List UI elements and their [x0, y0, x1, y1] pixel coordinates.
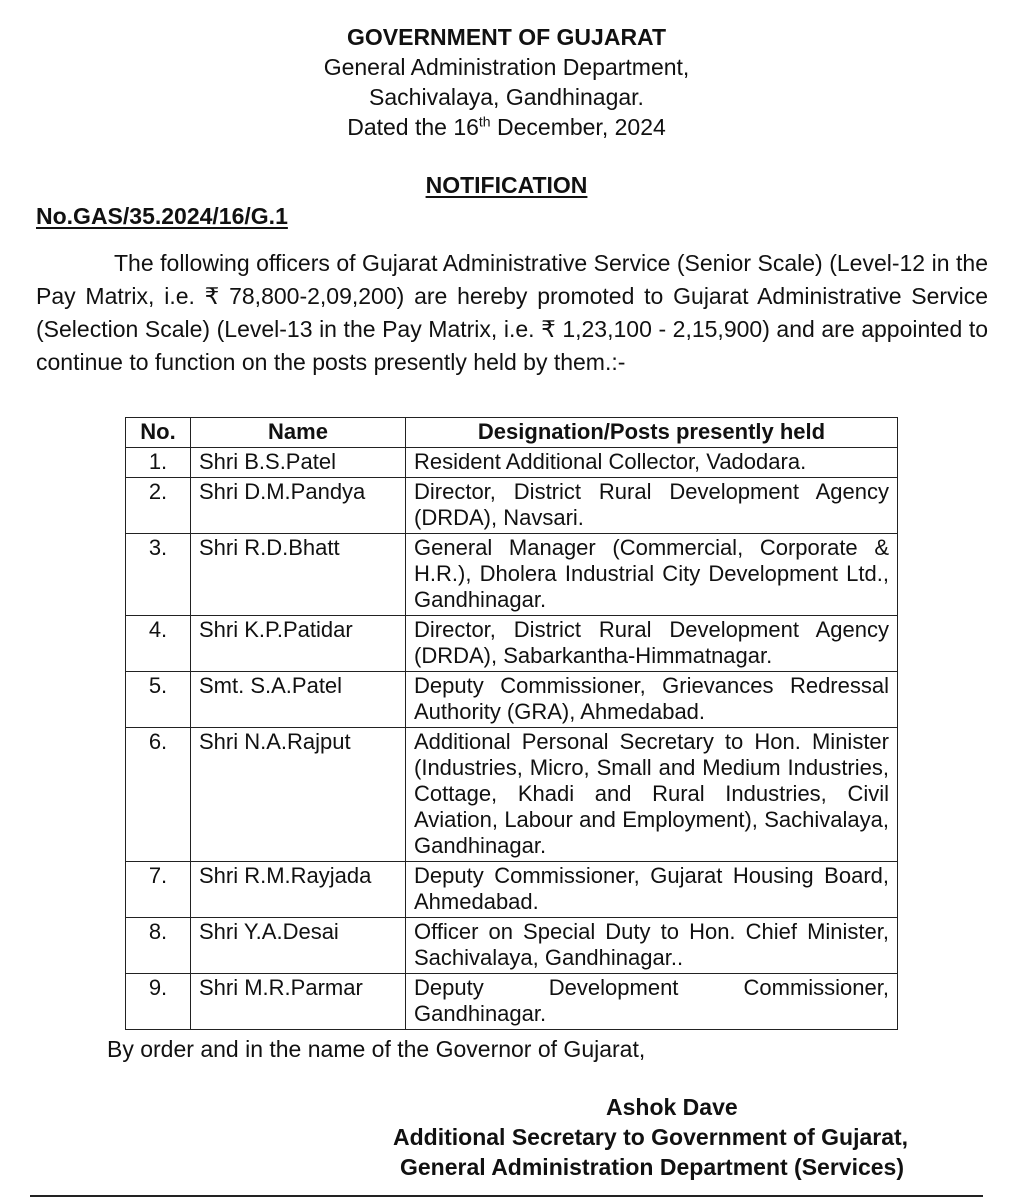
row-name: Shri N.A.Rajput	[191, 728, 406, 862]
table-row	[126, 616, 898, 672]
row-no: 1.	[126, 448, 191, 478]
row-no: 8.	[126, 918, 191, 974]
header-designation: Designation/Posts presently held	[406, 418, 898, 448]
signatory-name: Ashok Dave	[606, 1094, 738, 1120]
header-no: No.	[126, 418, 191, 448]
table-row	[126, 728, 898, 862]
row-no: 6.	[126, 728, 191, 862]
signatory-department: General Administration Department (Services)	[400, 1154, 905, 1180]
date-line	[0, 112, 1013, 142]
header-name: Name	[191, 418, 406, 448]
row-no: 5.	[126, 672, 191, 728]
department-heading: General Administration Department,	[323, 54, 690, 80]
date-prefix: Dated the 16	[347, 114, 479, 140]
row-no: 4.	[126, 616, 191, 672]
row-designation: Resident Additional Collector, Vadodara.	[406, 448, 898, 478]
date-suffix: December, 2024	[490, 114, 666, 140]
table-header-row	[126, 418, 898, 448]
table-row	[126, 862, 898, 918]
row-designation: Deputy Development Commissioner, Gandhinagar.	[406, 974, 898, 1030]
row-name: Shri M.R.Parmar	[191, 974, 406, 1030]
location-heading: Sachivalaya, Gandhinagar.	[369, 84, 644, 110]
row-name: Shri Y.A.Desai	[191, 918, 406, 974]
table-row	[126, 672, 898, 728]
date-ordinal: th	[478, 113, 491, 130]
row-name: Shri K.P.Patidar	[191, 616, 406, 672]
row-designation: Officer on Special Duty to Hon. Chief Minister, Sachivalaya, Gandhinagar..	[406, 918, 898, 974]
table-row	[126, 918, 898, 974]
government-heading: GOVERNMENT OF GUJARAT	[346, 24, 667, 50]
row-designation: Director, District Rural Development Agency (DRDA), Navsari.	[406, 478, 898, 534]
row-name: Shri B.S.Patel	[191, 448, 406, 478]
row-name: Shri R.D.Bhatt	[191, 534, 406, 616]
officers-table	[125, 417, 898, 1030]
row-designation: Director, District Rural Development Agency (DRDA), Sabarkantha-Himmatnagar.	[406, 616, 898, 672]
row-designation: Deputy Commissioner, Grievances Redressal Authority (GRA), Ahmedabad.	[406, 672, 898, 728]
row-name: Shri D.M.Pandya	[191, 478, 406, 534]
row-designation: Additional Personal Secretary to Hon. Minister (Industries, Micro, Small and Medium Industries, Cottage, Khadi and Rural Industries, Civil Aviation, Labour and Employment), Sachivalaya, Gandhinagar.	[406, 728, 898, 862]
row-no: 2.	[126, 478, 191, 534]
table-row	[126, 974, 898, 1030]
notification-number: No.GAS/35.2024/16/G.1	[36, 203, 288, 229]
table-row	[126, 534, 898, 616]
order-line: By order and in the name of the Governor of Gujarat,	[107, 1036, 646, 1062]
notification-title: NOTIFICATION	[425, 172, 588, 198]
row-no: 3.	[126, 534, 191, 616]
row-no: 9.	[126, 974, 191, 1030]
bottom-divider	[30, 1195, 983, 1197]
row-name: Shri R.M.Rayjada	[191, 862, 406, 918]
notification-title-wrap	[0, 170, 1013, 200]
row-designation: General Manager (Commercial, Corporate & H.R.), Dholera Industrial City Development Ltd., Gandhinagar.	[406, 534, 898, 616]
table-row	[126, 478, 898, 534]
row-no: 7.	[126, 862, 191, 918]
table-row	[126, 448, 898, 478]
intro-paragraph: The following officers of Gujarat Administrative Service (Senior Scale) (Level-12 in the Pay Matrix, i.e. ₹ 78,800-2,09,200) are hereby promoted to Gujarat Administrative Service (Selection Scale) (Level-13 in the Pay Matrix, i.e. ₹ 1,23,100 - 2,15,900) and are appointed to continue to function on the posts presently held by them.:-	[36, 250, 988, 375]
row-name: Smt. S.A.Patel	[191, 672, 406, 728]
row-designation: Deputy Commissioner, Gujarat Housing Board, Ahmedabad.	[406, 862, 898, 918]
signatory-title: Additional Secretary to Government of Gujarat,	[393, 1124, 909, 1150]
